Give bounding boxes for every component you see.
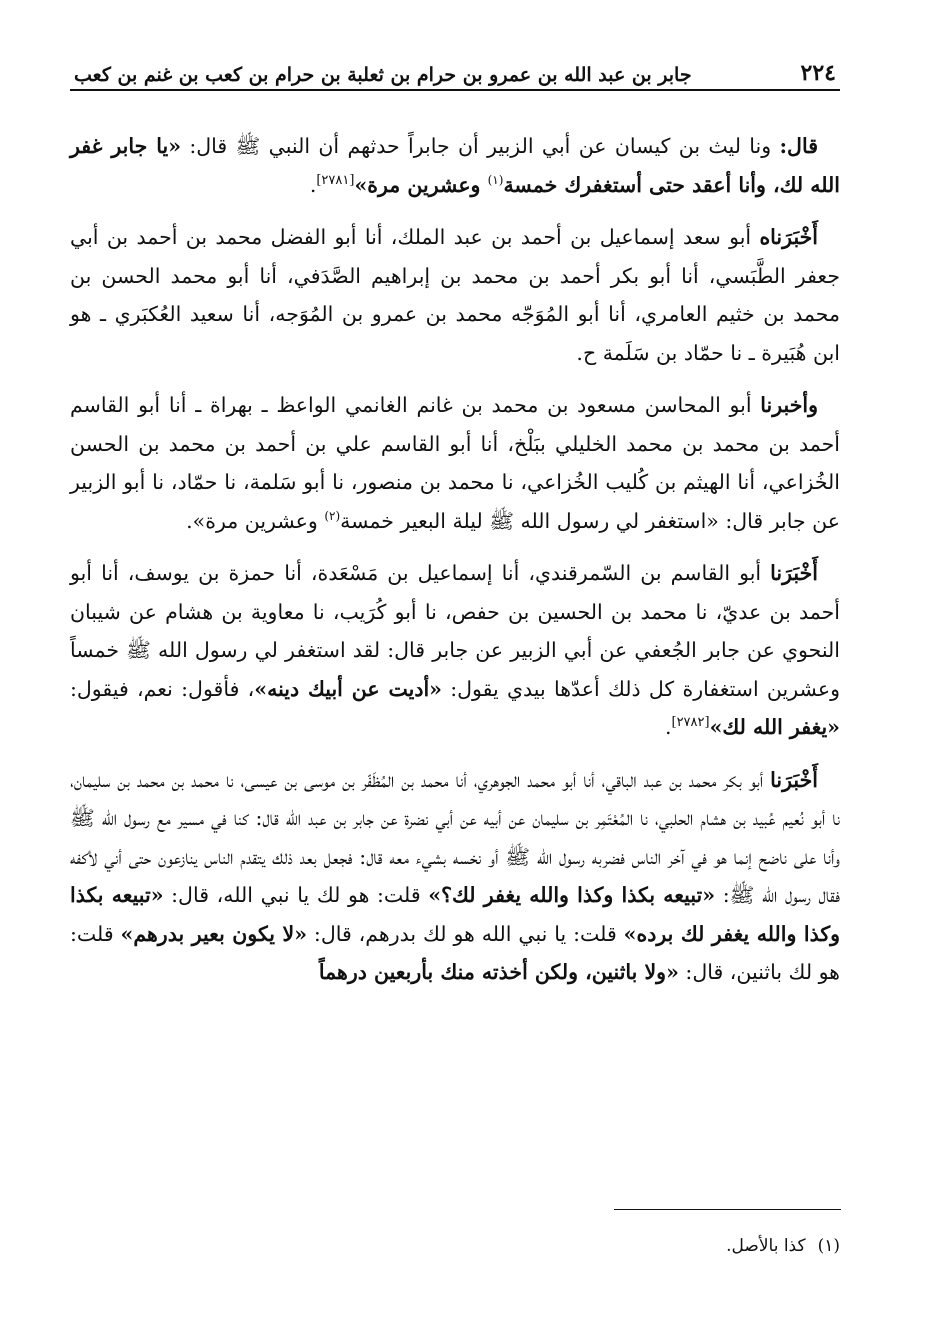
paragraph-1: [70, 127, 840, 204]
paragraph-end: .: [664, 715, 672, 739]
paragraph-text: أبو القاسم بن السّمرقندي، أنا إسماعيل بن مَسْعَدة، أنا حمزة بن يوسف، أنا أبو أحمد بن عديّ، نا محمد بن الحسين بن حفص، نا أبو كُرَيب، نا معاوية بن هشام عن شيبان النحوي عن جابر الجُعفي عن أبي الزبير عن جابر قال: لقد استغفر لي رسول الله ﷺ خمساً وعشرين استغفارة كل ذلك أعدّها بيدي يقول:: [70, 561, 840, 701]
paragraph-5: [70, 761, 840, 992]
body-text: [70, 127, 840, 992]
paragraph-text-4: قلت: هو لك باثنين، قال:: [70, 921, 840, 984]
paragraph-4: [70, 554, 840, 747]
paragraph-text: أبو المحاسن مسعود بن محمد بن غانم الغانمي الواعظ ـ بهراة ـ أنا أبو القاسم أحمد بن محمد بن محمد الخليلي ببَلْخ، أنا أبو القاسم علي بن أحمد بن محمد بن الحسن الخُزاعي، أنا الهيثم بن كُليب الخُزاعي، نا محمد بن منصور، نا أبو سَلمة، نا حمّاد، نا أبو الزبير عن جابر قال: «استغفر لي رسول الله ﷺ ليلة البعير خمسة: [70, 393, 840, 533]
hadith-reference-number: [٢٧٨١]: [316, 172, 355, 188]
hadith-quote-3: «لا يكون بعير بدرهم»: [120, 921, 308, 946]
paragraph-3: [70, 386, 840, 540]
paragraph-end: .: [309, 172, 317, 197]
paragraph-text-3: قلت: يا نبي الله هو لك بدرهم، قال:: [307, 921, 624, 946]
hadith-quote: «يا جابر غفر الله لك، وأنا أعقد حتى أستغفرك خمسة: [70, 134, 840, 197]
paragraph-lead: أَخْبَرَنا: [770, 561, 818, 585]
page: [70, 50, 840, 1006]
paragraph-2: [70, 218, 840, 372]
footnote-marker: (١): [487, 172, 504, 187]
hadith-quote: «تبيعه بكذا وكذا والله يغفر لك؟»: [428, 883, 716, 907]
paragraph-text-end: وعشرين مرة».: [186, 508, 325, 533]
hadith-quote-end: وعشرين مرة»: [354, 172, 488, 197]
paragraph-text: أبو بكر محمد بن عبد الباقي، أنا أبو محمد الجوهري، أنا محمد بن المُظَفّر بن موسى بن عيسى، نا محمد بن محمد بن سليمان، نا أبو نُعيم عُبيد بن هشام الحلبي، نا المُعْتَمِر بن سليمان عن أبيه عن أبي نضرة عن جابر بن عبد الله قال: كنا في مسير مع رسول الله ﷺ وأنا على ناضح إنما هو في آخر الناس فضربه رسول الله ﷺ أو نخسه بشيء معه قال: فجعل بعد ذلك يتقدم الناس ينازعون حتى أني لأكفه فقال رسول الله ﷺ:: [70, 767, 840, 907]
paragraph-lead: أَخْبَرَنا: [770, 767, 818, 792]
footnote: [726, 1236, 840, 1256]
paragraph-lead: أَخْبَرَناه: [759, 225, 818, 249]
hadith-quote-2: «يغفر الله لك»: [709, 715, 840, 739]
paragraph-lead: وأخبرنا: [760, 393, 818, 417]
hadith-quote: «أديت عن أبيك دينه»: [254, 676, 442, 701]
hadith-reference-number: [٢٧٨٢]: [671, 715, 710, 731]
paragraph-text: أبو سعد إسماعيل بن أحمد بن عبد الملك، أنا أبو الفضل محمد بن أحمد بن أبي جعفر الطَّبَسي، أنا أبو بكر أحمد بن محمد بن إبراهيم الصَّدَفي، أنا أبو محمد الحسن بن محمد بن خثيم العامري، أنا أبو المُوَجّه محمد بن عمرو بن المُوَجه، أنا سعيد العُكبَري ـ هو ابن هُبَيرة ـ نا حمّاد بن سَلَمة ح.: [70, 225, 840, 365]
paragraph-text-2: قلت: هو لك يا نبي الله، قال:: [163, 883, 429, 907]
paragraph-text-2: ، فأقول: نعم، فيقول:: [70, 676, 255, 701]
footnote-divider: [614, 1209, 841, 1210]
page-header: [70, 50, 840, 91]
running-title: جابر بن عبد الله بن عمرو بن حرام بن ثعلبة بن حرام بن كعب بن غنم بن كعب: [74, 64, 692, 86]
hadith-quote-2: «تبيعه بكذا وكذا والله يغفر لك برده»: [70, 883, 840, 946]
footnote-number: (١): [817, 1236, 840, 1256]
hadith-quote-4: «ولا باثنين، ولكن أخذته منك بأربعين درهماً: [318, 960, 679, 984]
footnote-text: كذا بالأصل.: [726, 1236, 806, 1256]
paragraph-lead: قال:: [779, 134, 818, 158]
footnote-marker: (٢): [324, 508, 341, 523]
page-number: ٢٢٤: [800, 60, 836, 86]
paragraph-text: ونا ليث بن كيسان عن أبي الزبير أن جابراً حدثهم أن النبي ﷺ قال:: [181, 134, 780, 158]
